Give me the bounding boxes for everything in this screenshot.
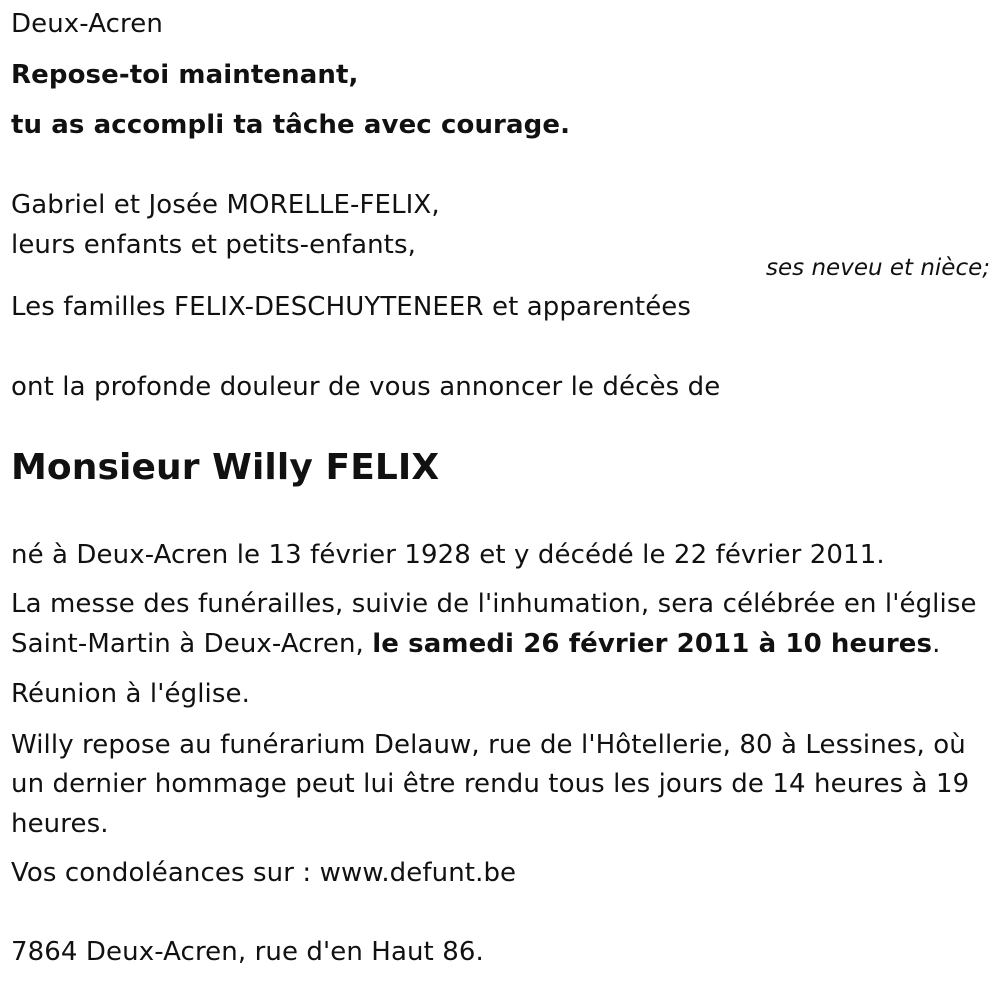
rest-line-2: un dernier hommage peut lui être rendu tous les jours de 14 heures à 19 <box>11 769 970 799</box>
epigraph-line-2: tu as accompli ta tâche avec courage. <box>11 110 571 140</box>
condolences-text: Vos condoléances sur : www.defunt.be <box>11 858 517 888</box>
deceased-name: Monsieur Willy FELIX <box>11 447 440 488</box>
family-line-2: leurs enfants et petits-enfants, <box>11 230 416 260</box>
town-name: Deux-Acren <box>11 9 163 39</box>
announcement-text: ont la profonde douleur de vous annoncer le décès de <box>11 372 721 402</box>
meeting-text: Réunion à l'église. <box>11 679 250 709</box>
rest-line-1: Willy repose au funérarium Delauw, rue de l'Hôtellerie, 80 à Lessines, où <box>11 730 966 760</box>
funeral-date-time: le samedi 26 février 2011 à 10 heures <box>372 629 933 659</box>
funeral-line-2 <box>11 624 940 664</box>
epigraph-line-1: Repose-toi maintenant, <box>11 60 359 90</box>
funeral-line-1: La messe des funérailles, suivie de l'inhumation, sera célébrée en l'église <box>11 589 977 619</box>
family-line-3: Les familles FELIX-DESCHUYTENEER et apparentées <box>11 292 692 322</box>
family-side-note: ses neveu et nièce; <box>766 255 990 281</box>
birth-death-text: né à Deux-Acren le 13 février 1928 et y décédé le 22 février 2011. <box>11 540 885 570</box>
rest-line-3: heures. <box>11 809 109 839</box>
address-text: 7864 Deux-Acren, rue d'en Haut 86. <box>11 937 484 967</box>
family-line-1: Gabriel et Josée MORELLE-FELIX, <box>11 190 440 220</box>
funeral-line-2-prefix: Saint-Martin à Deux-Acren, <box>11 629 373 659</box>
funeral-line-2-suffix: . <box>932 629 941 659</box>
